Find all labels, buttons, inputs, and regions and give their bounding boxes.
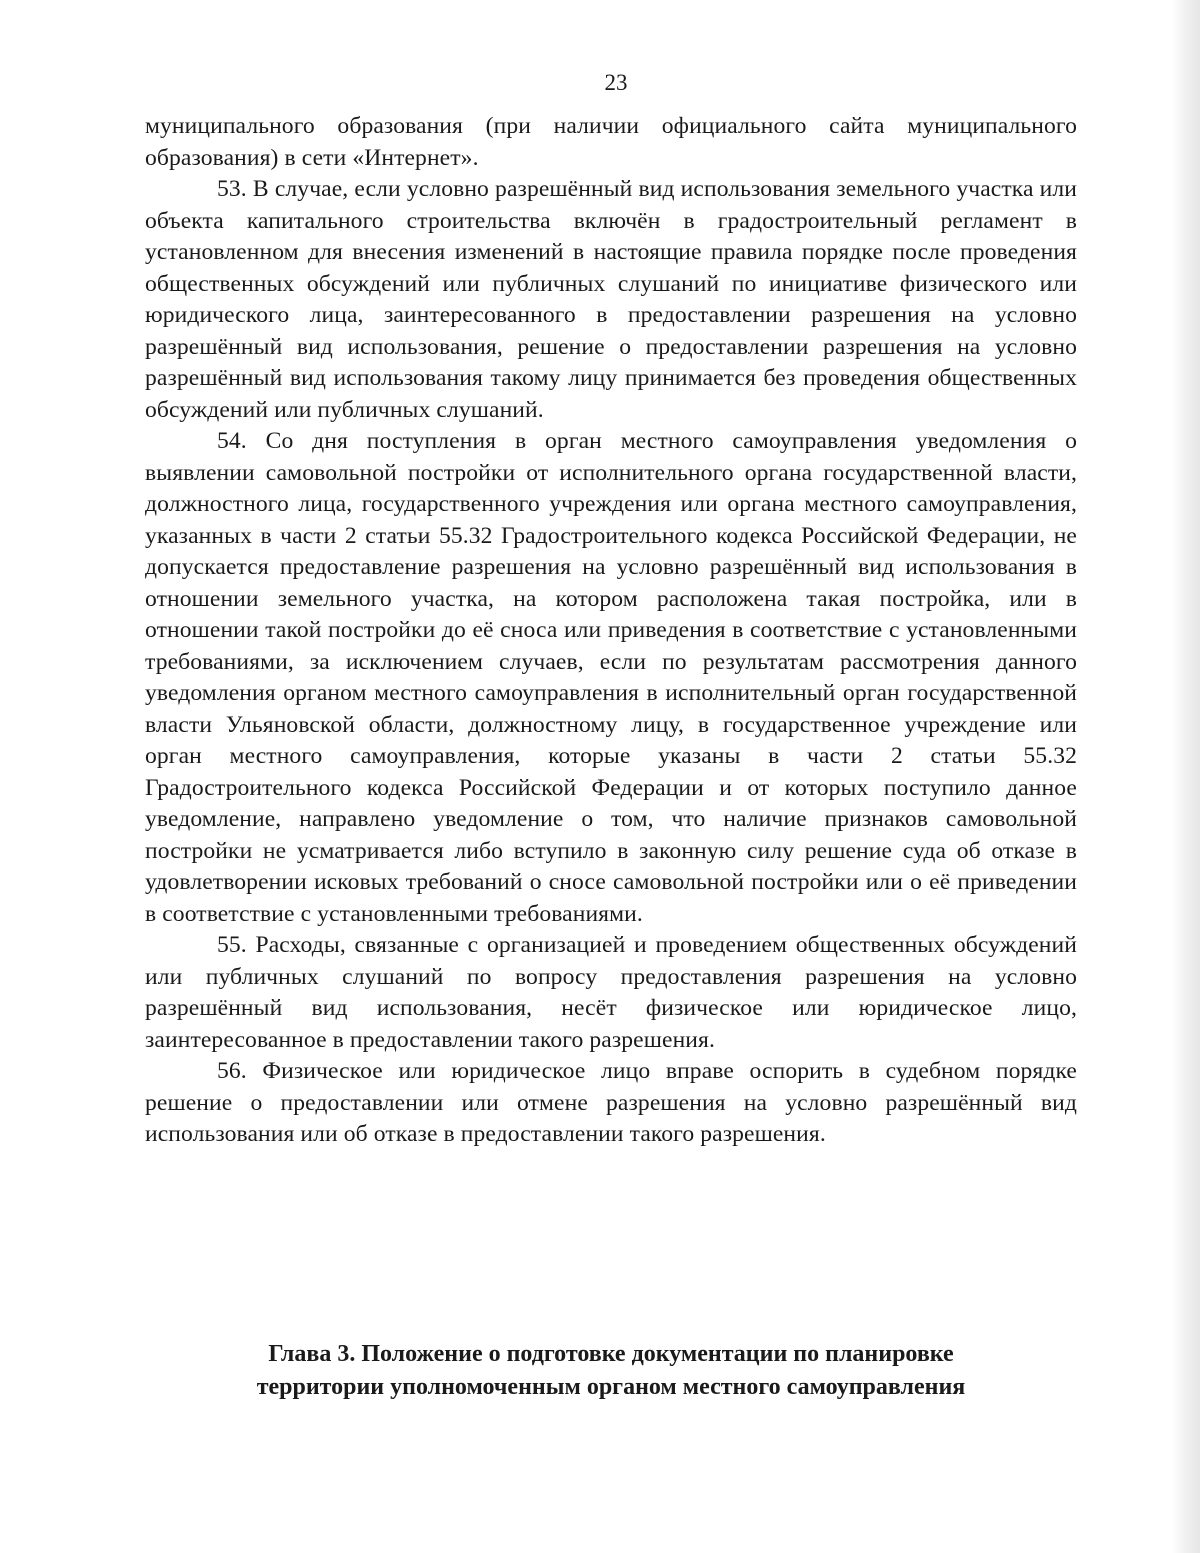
chapter-heading (145, 1338, 1077, 1404)
paragraph-54: 54. Со дня поступления в орган местного самоуправления уведомления о выявлении самовольной постройки от исполнительного органа государственной власти, должностного лица, государственного учреждения или органа местного самоуправления, указанных в части 2 статьи 55.32 Градостроительного кодекса Российской Федерации, не допускается предоставление разрешения на условно разрешённый вид использования в отношении земельного участка, на котором расположена такая постройка, или в отношении такой постройки до её сноса или приведения в соответствие с установленными требованиями, за исключением случаев, если по результатам рассмотрения данного уведомления органом местного самоуправления в исполнительный орган государственной власти Ульяновской области, должностному лицу, в государственное учреждение или орган местного самоуправления, которые указаны в части 2 статьи 55.32 Градостроительного кодекса Российской Федерации и от которых поступило данное уведомление, направлено уведомление о том, что наличие признаков самовольной постройки не усматривается либо вступило в законную силу решение суда об отказе в удовлетворении исковых требований о сносе самовольной постройки или о её приведении в соответствие с установленными требованиями. (145, 428, 1077, 927)
chapter-heading-line-1: Глава 3. Положение о подготовке документации по планировке (268, 1341, 954, 1367)
document-body (145, 111, 1077, 1151)
page-edge-shadow (1172, 0, 1200, 1553)
paragraph-53: 53. В случае, если условно разрешённый вид использования земельного участка или объекта капитального строительства включён в градостроительный регламент в установленном для внесения изменений в настоящие правила порядке после проведения общественных обсуждений или публичных слушаний по инициативе физического или юридического лица, заинтересованного в предоставлении разрешения на условно разрешённый вид использования, решение о предоставлении разрешения на условно разрешённый вид использования такому лицу принимается без проведения общественных обсуждений или публичных слушаний. (145, 176, 1077, 423)
paragraph-continuation: муниципального образования (при наличии официального сайта муниципального образования) в сети «Интернет». (145, 113, 1077, 171)
chapter-heading-line-2: территории уполномоченным органом местного самоуправления (256, 1374, 966, 1400)
page-number: 23 (604, 70, 628, 95)
paragraph-55: 55. Расходы, связанные с организацией и проведением общественных обсуждений или публичных слушаний по вопросу предоставления разрешения на условно разрешённый вид использования, несёт физическое или юридическое лицо, заинтересованное в предоставлении такого разрешения. (145, 932, 1077, 1053)
paragraph-56: 56. Физическое или юридическое лицо вправе оспорить в судебном порядке решение о предоставлении или отмене разрешения на условно разрешённый вид использования или об отказе в предоставлении такого разрешения. (145, 1058, 1077, 1147)
